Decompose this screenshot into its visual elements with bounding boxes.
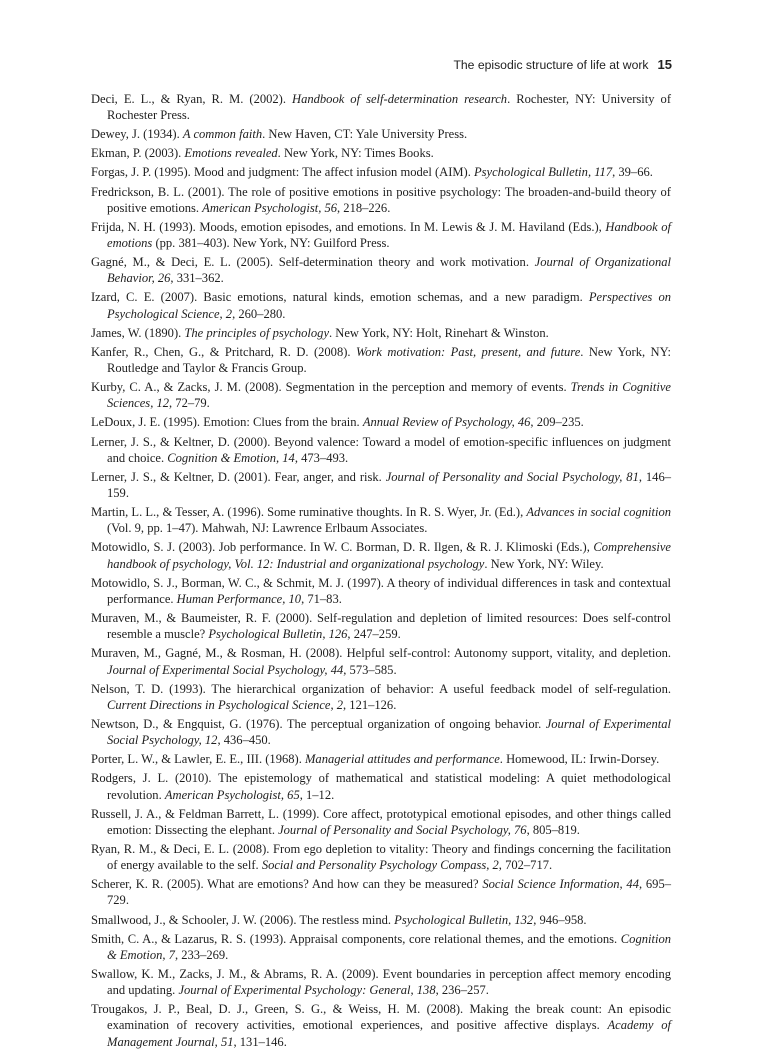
reference-entry	[91, 716, 671, 748]
reference-text-tail: , 702–717.	[498, 858, 553, 873]
reference-entry	[91, 469, 671, 501]
reference-entry	[91, 931, 671, 963]
reference-text: Newtson, D., & Engquist, G. (1976). The perceptual organization of ongoing behavior.	[91, 716, 546, 731]
reference-source-title: Comprehensive handbook of psychology, Vol. 12: Industrial and organizational psychology	[107, 540, 671, 571]
reference-text: Izard, C. E. (2007). Basic emotions, natural kinds, emotion schemas, and a new paradigm.	[91, 290, 589, 305]
reference-text: Scherer, K. R. (2005). What are emotions? And how can they be measured?	[91, 877, 483, 892]
reference-entry	[91, 575, 671, 607]
reference-text-tail: (pp. 381–403). New York, NY: Guilford Press.	[152, 236, 390, 251]
reference-source-title: Journal of Personality and Social Psychology, 76	[278, 822, 527, 837]
reference-text-tail: . New Haven, CT: Yale University Press.	[262, 127, 468, 142]
reference-text: Swallow, K. M., Zacks, J. M., & Abrams, R. A. (2009). Event boundaries in perception affect memory encoding and updating.	[91, 966, 671, 998]
reference-text-tail: . New York, NY: Wiley.	[484, 556, 604, 571]
reference-text-tail: . New York, NY: Holt, Rinehart & Winston.	[329, 325, 549, 340]
reference-text-tail: , 247–259.	[347, 627, 401, 642]
reference-source-title: Social Science Information, 44	[482, 877, 639, 892]
reference-source-title: Managerial attitudes and performance	[304, 752, 500, 767]
reference-text-tail: , 573–585.	[343, 662, 397, 677]
reference-source-title: Current Directions in Psychological Science, 2	[107, 697, 344, 712]
reference-source-title: Handbook of self-determination research	[292, 92, 508, 106]
reference-text-tail: , 436–450.	[217, 733, 271, 748]
reference-text: Nelson, T. D. (1993). The hierarchical organization of behavior: A useful feedback model of self-regulation.	[91, 681, 671, 696]
reference-text: Kurby, C. A., & Zacks, J. M. (2008). Segmentation in the perception and memory of events.	[91, 380, 571, 395]
reference-text-tail: , 146–159.	[107, 469, 672, 501]
reference-text-tail: . Homewood, IL: Irwin-Dorsey.	[499, 752, 660, 767]
reference-source-title: American Psychologist, 65	[164, 787, 300, 802]
reference-entry	[91, 219, 671, 251]
reference-text: LeDoux, J. E. (1995). Emotion: Clues from the brain.	[91, 415, 363, 430]
reference-list	[91, 91, 671, 1053]
page-number: 15	[657, 57, 672, 72]
reference-text-tail: , 1–12.	[299, 787, 335, 802]
reference-entry	[91, 876, 671, 908]
reference-text-tail: , 233–269.	[174, 947, 229, 962]
reference-text-tail: , 72–79.	[169, 396, 210, 411]
reference-entry	[91, 289, 671, 321]
reference-text-tail: , 218–226.	[337, 200, 391, 215]
reference-text: Muraven, M., & Baumeister, R. F. (2000). Self-regulation and depletion of limited resources: Does self-control resemble a muscle?	[91, 611, 671, 642]
reference-source-title: Journal of Organizational Behavior, 26	[107, 255, 671, 286]
reference-text-tail: , 805–819.	[526, 822, 580, 837]
reference-text-tail: , 121–126.	[343, 697, 397, 712]
reference-entry	[91, 610, 671, 642]
reference-text: Gagné, M., & Deci, E. L. (2005). Self-determination theory and work motivation.	[91, 255, 535, 270]
reference-entry	[91, 126, 671, 142]
reference-source-title: Psychological Bulletin, 117	[474, 165, 613, 180]
reference-entry	[91, 414, 671, 430]
reference-text-tail: , 71–83.	[301, 591, 342, 606]
reference-text: Frijda, N. H. (1993). Moods, emotion episodes, and emotions. In M. Lewis & J. M. Haviland (Eds.),	[91, 219, 606, 234]
reference-source-title: The principles of psychology	[184, 325, 330, 340]
reference-source-title: Advances in social cognition	[526, 505, 671, 520]
reference-text: Kanfer, R., Chen, G., & Pritchard, R. D. (2008).	[91, 344, 356, 359]
reference-text: Forgas, J. P. (1995). Mood and judgment: The affect infusion model (AIM).	[91, 165, 474, 180]
reference-entry	[91, 434, 671, 466]
reference-source-title: Trends in Cognitive Sciences, 12	[107, 380, 671, 411]
reference-text: Smallwood, J., & Schooler, J. W. (2006). The restless mind.	[91, 912, 395, 927]
reference-text: Motowidlo, S. J. (2003). Job performance. In W. C. Borman, D. R. Ilgen, & R. J. Klimoski (Eds.),	[91, 540, 594, 555]
reference-source-title: Journal of Experimental Social Psychology, 44	[107, 662, 344, 677]
reference-entry	[91, 91, 671, 123]
reference-source-title: Cognition & Emotion, 7	[107, 931, 671, 962]
reference-text-tail: , 131–146.	[233, 1034, 287, 1049]
reference-text-tail: . New York, NY: Routledge and Taylor & Francis Group.	[107, 344, 671, 376]
reference-source-title: Emotions revealed	[184, 146, 278, 161]
reference-text: Russell, J. A., & Feldman Barrett, L. (1999). Core affect, prototypical emotional episodes, and other things called emotion: Dissecting the elephant.	[91, 806, 671, 837]
reference-entry	[91, 751, 671, 767]
reference-text-tail: , 236–257.	[435, 983, 489, 998]
reference-source-title: Psychological Bulletin, 132	[394, 912, 534, 927]
reference-text-tail: , 331–362.	[170, 271, 224, 286]
reference-entry	[91, 325, 671, 341]
reference-source-title: Cognition & Emotion, 14	[167, 450, 295, 465]
reference-entry	[91, 254, 671, 286]
reference-source-title: Perspectives on Psychological Science, 2	[107, 290, 671, 321]
reference-entry	[91, 681, 671, 713]
reference-text: Martin, L. L., & Tesser, A. (1996). Some ruminative thoughts. In R. S. Wyer, Jr. (Ed.),	[91, 505, 527, 520]
reference-entry	[91, 841, 671, 873]
reference-text-tail: , 473–493.	[294, 450, 349, 465]
reference-text: Lerner, J. S., & Keltner, D. (2000). Beyond valence: Toward a model of emotion-specific influences on judgment and choice.	[91, 434, 671, 465]
reference-text: James, W. (1890).	[91, 325, 185, 340]
reference-source-title: Human Performance, 10	[176, 591, 302, 606]
reference-text-tail: (Vol. 9, pp. 1–47). Mahwah, NJ: Lawrence Erlbaum Associates.	[107, 521, 428, 536]
reference-text: Trougakos, J. P., Beal, D. J., Green, S. G., & Weiss, H. M. (2008). Making the break count: An episodic examination of recovery activities, emotional experiences, and positive affective displays.	[91, 1002, 671, 1033]
running-title: The episodic structure of life at work	[453, 58, 649, 72]
reference-entry	[91, 1001, 671, 1050]
reference-source-title: Handbook of emotions	[107, 219, 671, 251]
reference-text-tail: , 260–280.	[232, 306, 286, 321]
reference-source-title: Journal of Experimental Social Psychology, 12	[107, 716, 671, 748]
reference-entry	[91, 912, 671, 928]
reference-text: Deci, E. L., & Ryan, R. M. (2002).	[91, 92, 293, 106]
reference-text-tail: , 209–235.	[530, 415, 584, 430]
reference-source-title: Work motivation: Past, present, and future	[355, 344, 581, 359]
reference-source-title: A common faith	[182, 127, 263, 142]
reference-text: Rodgers, J. L. (2010). The epistemology of mathematical and statistical modeling: A quiet methodological revolution.	[91, 771, 671, 802]
reference-entry	[91, 645, 671, 677]
reference-entry	[91, 145, 671, 161]
reference-source-title: Psychological Bulletin, 126	[208, 627, 348, 642]
reference-entry	[91, 164, 671, 180]
reference-source-title: American Psychologist, 56	[202, 200, 338, 215]
reference-text-tail: . New York, NY: Times Books.	[277, 146, 434, 161]
reference-text: Ekman, P. (2003).	[91, 146, 185, 161]
reference-text-tail: , 946–958.	[533, 912, 587, 927]
reference-source-title: Academy of Management Journal, 51	[107, 1018, 671, 1049]
reference-text-tail: , 695–729.	[107, 877, 672, 908]
reference-source-title: Journal of Experimental Psychology: General, 138	[178, 983, 436, 998]
reference-entry	[91, 770, 671, 802]
reference-text-tail: . Rochester, NY: University of Rochester Press.	[107, 92, 672, 123]
reference-entry	[91, 806, 671, 838]
running-header	[453, 57, 672, 72]
reference-entry	[91, 379, 671, 411]
reference-source-title: Social and Personality Psychology Compass, 2	[261, 858, 499, 873]
reference-entry	[91, 966, 671, 998]
reference-text: Porter, L. W., & Lawler, E. E., III. (1968).	[91, 752, 305, 767]
reference-text: Lerner, J. S., & Keltner, D. (2001). Fear, anger, and risk.	[91, 469, 386, 484]
reference-text: Muraven, M., Gagné, M., & Rosman, H. (2008). Helpful self-control: Autonomy support, vitality, and depletion.	[91, 646, 671, 661]
reference-text: Fredrickson, B. L. (2001). The role of positive emotions in positive psychology: The broaden-and-build theory of positive emotions.	[91, 184, 671, 215]
reference-text: Motowidlo, S. J., Borman, W. C., & Schmit, M. J. (1997). A theory of individual differences in task and contextual performance.	[91, 575, 671, 606]
reference-text: Smith, C. A., & Lazarus, R. S. (1993). Appraisal components, core relational themes, and the emotions.	[91, 931, 621, 946]
reference-text: Ryan, R. M., & Deci, E. L. (2008). From ego depletion to vitality: Theory and findings concerning the facilitation of energy available to the self.	[91, 841, 671, 873]
reference-entry	[91, 539, 671, 571]
reference-entry	[91, 504, 671, 536]
reference-source-title: Journal of Personality and Social Psychology, 81	[385, 469, 639, 484]
reference-text: Dewey, J. (1934).	[91, 127, 183, 142]
reference-entry	[91, 344, 671, 376]
reference-source-title: Annual Review of Psychology, 46	[362, 415, 531, 430]
reference-text-tail: , 39–66.	[612, 165, 653, 180]
reference-entry	[91, 184, 671, 216]
